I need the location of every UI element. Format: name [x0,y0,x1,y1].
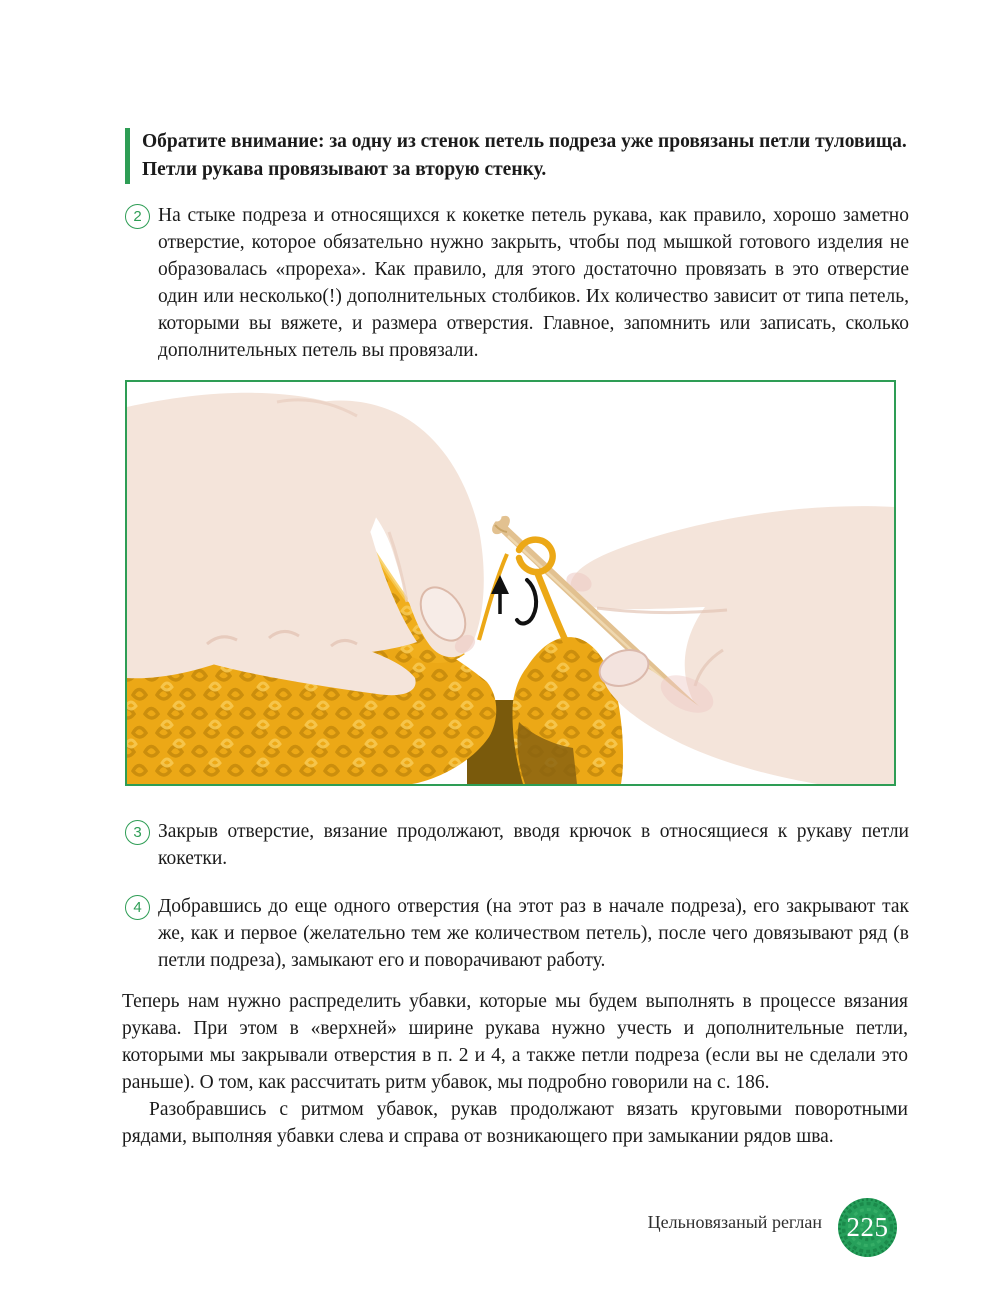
step-text: На стыке подреза и относящихся к кокетке петель рукава, как правило, хорошо заметно отверстие, которое обязательно нужно закрыть, чтобы под мышкой готового изделия не образовалась «прореха». Как правило, для этого достаточно провязать в это отверстие один или несколько(!) дополнительных столбиков. Их количество зависит от типа петель, которыми вы вяжете, и размера отверстия. Главное, запомнить или записать, сколько дополнительных петель вы провязали. [158,205,909,361]
paragraph: Разобравшись с ритмом убавок, рукав продолжают вязать круговыми поворотными рядами, выполняя убавки слева и справа от возникающего при замыкании рядов шва. [122,1099,908,1147]
step-text: Закрыв отверстие, вязание продолжают, вводя крючок в относящиеся к рукаву петли кокетки. [158,821,909,869]
photo-crochet-hands [125,380,896,786]
step-item-2 [125,202,909,364]
step-number-circle: 4 [125,895,150,920]
body-text [122,988,908,1150]
step-text: Добравшись до еще одного отверстия (на этот раз в начале подреза), его закрывают так же, как и первое (желательно тем же количеством петель), после чего довязывают ряд (в петли подреза), замыкают его и поворачивают работу. [158,896,909,971]
step-number-circle: 2 [125,204,150,229]
footer-section-title: Цельновязаный реглан [647,1212,822,1232]
paragraph: Теперь нам нужно распределить убавки, которые мы будем выполнять в процессе вязания рукава. При этом в «верхней» ширине рукава нужно учесть и дополнительные петли, которыми мы закрывали отверстия в п. 2 и 4, а также петли подреза (если вы не сделали это раньше). О том, как рассчитать ритм убавок, мы подробно говорили на с. 186. [122,991,908,1093]
attention-note-text: за одну из стенок петель подреза уже провязаны петли туловища. Петли рукава провязывают за вторую стенку. [142,131,907,180]
page-number-badge [836,1196,899,1259]
step-number-circle: 3 [125,820,150,845]
page-number: 225 [846,1212,889,1242]
attention-note [125,128,907,184]
step-item-4 [125,893,909,974]
attention-note-label: Обратите внимание: [142,131,325,152]
step-item-3 [125,818,909,872]
photo-illustration [127,382,894,784]
